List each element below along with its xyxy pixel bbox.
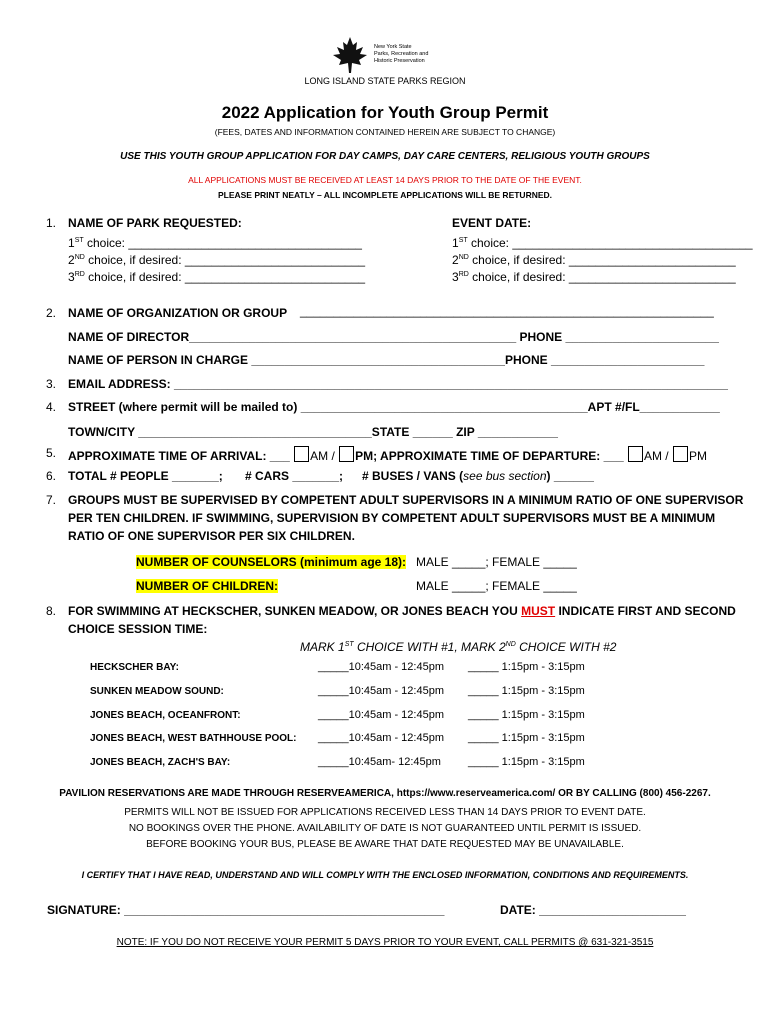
- park-choice-1-field[interactable]: 1ST choice: ___________________________________: [68, 236, 362, 250]
- section-8-number: 8.: [46, 604, 57, 618]
- region-heading: LONG ISLAND STATE PARKS REGION: [304, 76, 466, 86]
- organization-label: NAME OF ORGANIZATION OR GROUP: [68, 306, 288, 320]
- director-field[interactable]: NAME OF DIRECTOR_________________________________________________ PHONE _______________________: [68, 330, 719, 344]
- pavilion-reservation-notice: PAVILION RESERVATIONS ARE MADE THROUGH RESERVEAMERICA, https://www.reserveamerica.com/ OR BY CALLING (800) 456-2267.: [59, 788, 711, 799]
- agency-name-line1: New York State: [374, 44, 412, 50]
- total-people-field[interactable]: TOTAL # PEOPLE _______;: [68, 469, 223, 483]
- arrival-am-label: AM /: [310, 449, 335, 463]
- session-slot-morning[interactable]: _____10:45am- 12:45pm: [318, 756, 441, 768]
- session-slot-morning[interactable]: _____10:45am - 12:45pm: [318, 709, 444, 721]
- section-3-number: 3.: [46, 377, 57, 391]
- counselors-label: NUMBER OF COUNSELORS (minimum age 18):: [136, 555, 407, 569]
- cars-field[interactable]: # CARS _______;: [245, 469, 344, 483]
- buses-field[interactable]: # BUSES / VANS (see bus section) ______: [362, 469, 594, 483]
- session-slot-afternoon[interactable]: _____ 1:15pm - 3:15pm: [468, 661, 585, 673]
- agency-name-line2: Parks, Recreation and: [374, 51, 429, 57]
- permit-contact-note: NOTE: IF YOU DO NOT RECEIVE YOUR PERMIT 5 DAYS PRIOR TO YOUR EVENT, CALL PERMITS @ 631-321-3515: [116, 937, 654, 948]
- session-beach-label: JONES BEACH, OCEANFRONT:: [90, 710, 241, 721]
- event-date-choice-1-field[interactable]: 1ST choice: ____________________________________: [452, 236, 753, 250]
- departure-time-field[interactable]: PM; APPROXIMATE TIME OF DEPARTURE: ___: [355, 449, 624, 463]
- certification-statement: I CERTIFY THAT I HAVE READ, UNDERSTAND AND WILL COMPLY WITH THE ENCLOSED INFORMATION, CONDITIONS AND REQUIREMENTS.: [81, 870, 689, 880]
- use-instructions: USE THIS YOUTH GROUP APPLICATION FOR DAY CAMPS, DAY CARE CENTERS, RELIGIOUS YOUTH GROUPS: [120, 151, 650, 162]
- page-subtitle: (FEES, DATES AND INFORMATION CONTAINED HEREIN ARE SUBJECT TO CHANGE): [214, 127, 556, 137]
- arrival-am-checkbox[interactable]: [294, 446, 309, 462]
- event-date-choice-3-field[interactable]: 3RD choice, if desired: _________________________: [452, 270, 736, 284]
- section-6-number: 6.: [46, 469, 57, 483]
- supervision-text-line1: GROUPS MUST BE SUPERVISED BY COMPETENT ADULT SUPERVISORS IN A MINIMUM RATIO OF ONE SUPERVISOR: [68, 493, 744, 507]
- session-mark-instructions: MARK 1ST CHOICE WITH #1, MARK 2ND CHOICE WITH #2: [300, 640, 617, 654]
- section-1-number: 1.: [46, 216, 57, 230]
- arrival-time-row: [68, 446, 707, 463]
- swimming-instructions-line1: FOR SWIMMING AT HECKSCHER, SUNKEN MEADOW, OR JONES BEACH YOU MUST INDICATE FIRST AND SECOND: [68, 604, 736, 618]
- section-4-number: 4.: [46, 400, 57, 414]
- organization-field[interactable]: ______________________________________________________________: [300, 304, 714, 318]
- event-date-label: EVENT DATE:: [452, 216, 532, 230]
- children-count-fields[interactable]: MALE _____; FEMALE _____: [416, 579, 577, 593]
- date-field[interactable]: DATE: ______________________: [500, 903, 686, 917]
- must-emphasis: MUST: [521, 604, 556, 618]
- session-beach-label: JONES BEACH, WEST BATHHOUSE POOL:: [90, 733, 297, 744]
- arrival-time-field[interactable]: APPROXIMATE TIME OF ARRIVAL: ___: [68, 449, 290, 463]
- park-choice-3-field[interactable]: 3RD choice, if desired: ___________________________: [68, 270, 366, 284]
- section-5-number: 5.: [46, 446, 57, 460]
- town-state-zip-field[interactable]: TOWN/CITY ___________________________________STATE ______ ZIP ____________: [68, 425, 558, 439]
- agency-name-line3: Historic Preservation: [374, 58, 425, 64]
- departure-am-label: AM /: [643, 449, 669, 463]
- session-slot-afternoon[interactable]: _____ 1:15pm - 3:15pm: [468, 709, 585, 721]
- session-slot-morning[interactable]: _____10:45am - 12:45pm: [318, 732, 444, 744]
- permit-notice-3: BEFORE BOOKING YOUR BUS, PLEASE BE AWARE THAT DATE REQUESTED MAY BE UNAVAILABLE.: [146, 839, 624, 850]
- nys-parks-logo: [330, 36, 450, 72]
- signature-field[interactable]: SIGNATURE: ________________________________________________: [47, 903, 445, 917]
- session-slot-afternoon[interactable]: _____ 1:15pm - 3:15pm: [468, 685, 585, 697]
- counselors-count-fields[interactable]: MALE _____; FEMALE _____: [416, 555, 577, 569]
- session-slot-afternoon[interactable]: _____ 1:15pm - 3:15pm: [468, 756, 585, 768]
- session-slot-morning[interactable]: _____10:45am - 12:45pm: [318, 685, 444, 697]
- page-title: 2022 Application for Youth Group Permit: [221, 103, 549, 122]
- park-requested-label: NAME OF PARK REQUESTED:: [68, 216, 242, 230]
- section-2-number: 2.: [46, 306, 57, 320]
- event-date-choice-2-field[interactable]: 2ND choice, if desired: _________________________: [452, 253, 736, 267]
- session-slot-morning[interactable]: _____10:45am - 12:45pm: [318, 661, 444, 673]
- session-slot-afternoon[interactable]: _____ 1:15pm - 3:15pm: [468, 732, 585, 744]
- departure-am-checkbox[interactable]: [628, 446, 643, 462]
- street-field[interactable]: STREET (where permit will be mailed to) ___________________________________________APT #/FL____________: [68, 400, 720, 414]
- permit-notice-2: NO BOOKINGS OVER THE PHONE. AVAILABILITY OF DATE IS NOT GUARANTEED UNTIL PERMIT IS ISSUED.: [128, 823, 642, 834]
- session-beach-label: JONES BEACH, ZACH'S BAY:: [90, 757, 231, 768]
- park-choice-2-field[interactable]: 2ND choice, if desired: ___________________________: [68, 253, 366, 267]
- children-label: NUMBER OF CHILDREN:: [136, 579, 278, 593]
- deadline-notice: ALL APPLICATIONS MUST BE RECEIVED AT LEAST 14 DAYS PRIOR TO THE DATE OF THE EVENT.: [188, 175, 582, 185]
- arrival-pm-checkbox[interactable]: [339, 446, 354, 462]
- session-beach-label: HECKSCHER BAY:: [90, 662, 179, 673]
- email-field[interactable]: EMAIL ADDRESS: ___________________________________________________________________________________: [68, 377, 728, 391]
- swimming-instructions-line2: CHOICE SESSION TIME:: [68, 622, 208, 636]
- departure-pm-checkbox[interactable]: [673, 446, 688, 462]
- session-beach-label: SUNKEN MEADOW SOUND:: [90, 686, 224, 697]
- permit-notice-1: PERMITS WILL NOT BE ISSUED FOR APPLICATIONS RECEIVED LESS THAN 14 DAYS PRIOR TO EVENT DATE.: [124, 807, 646, 818]
- section-7-number: 7.: [46, 493, 57, 507]
- supervision-text-line3: RATIO OF ONE SUPERVISOR PER SIX CHILDREN.: [68, 529, 355, 543]
- maple-leaf-icon: [330, 36, 370, 74]
- person-in-charge-field[interactable]: NAME OF PERSON IN CHARGE ______________________________________PHONE _______________________: [68, 353, 705, 367]
- departure-pm-label: PM: [688, 449, 707, 463]
- supervision-text-line2: PER TEN CHILDREN. IF SWIMMING, SUPERVISION BY COMPETENT ADULT SUPERVISORS MUST BE A MINIMUM: [68, 511, 716, 525]
- print-notice: PLEASE PRINT NEATLY – ALL INCOMPLETE APPLICATIONS WILL BE RETURNED.: [217, 190, 553, 200]
